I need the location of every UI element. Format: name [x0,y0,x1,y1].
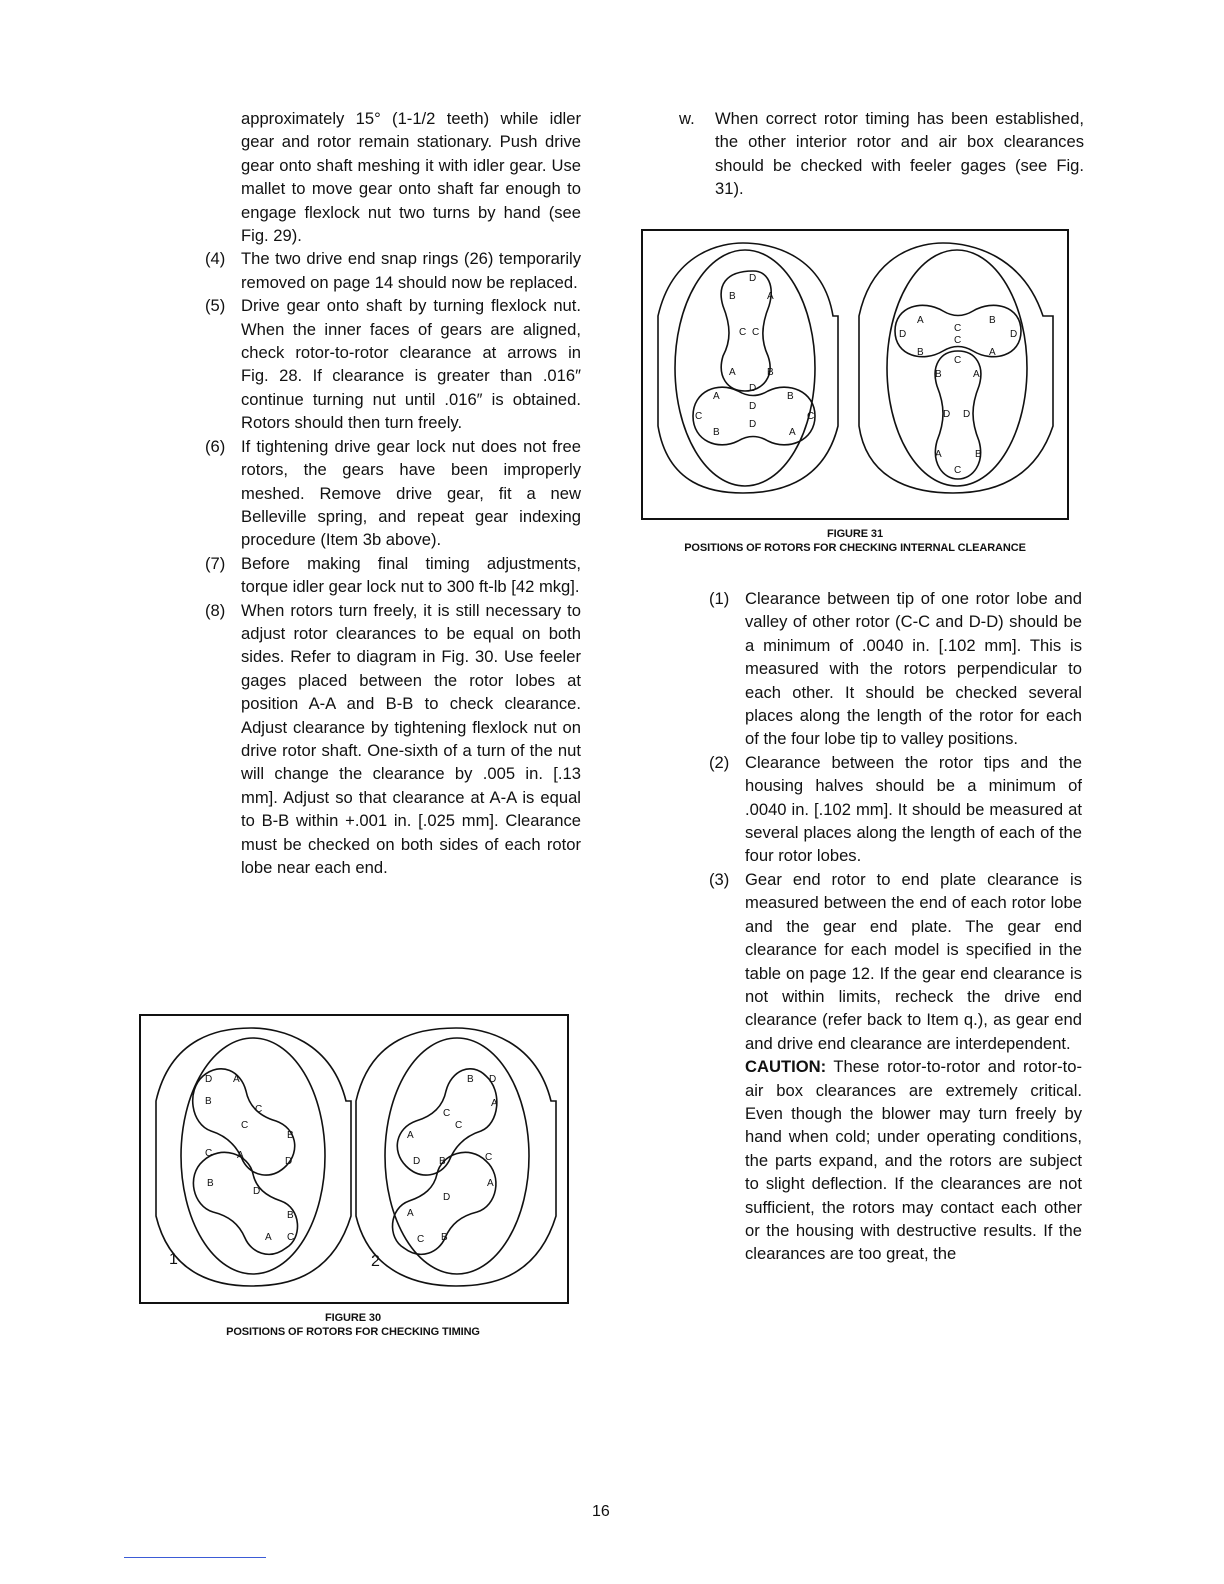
fig31-label: C [954,465,962,476]
fig31-label: C [954,323,962,334]
fig31-label: C [954,335,962,346]
fig31-label: A [713,391,720,402]
fig30-label: C [287,1232,295,1243]
fig31-label: A [935,449,942,460]
caption-title: FIGURE 30 [325,1312,381,1324]
fig30-label: B [439,1156,446,1167]
fig30-label: C [255,1104,263,1115]
fig31-label: C [739,327,747,338]
list-item [205,294,581,434]
fig31-label: D [749,383,757,394]
fig30-label: B [205,1096,212,1107]
fig30-label: C [443,1108,451,1119]
item-text: The two drive end snap rings (26) temporarily removed on page 14 should now be replaced. [241,249,581,292]
list-item-w [679,107,1084,201]
caption-description: POSITIONS OF ROTORS FOR CHECKING INTERNAL CLEARANCE [684,542,1026,554]
fig30-label: A [237,1150,244,1161]
item-number: (3) [709,869,730,889]
fig31-label: A [989,347,996,358]
fig30-label: B [441,1232,448,1243]
fig30-label: D [205,1074,213,1085]
fig30-label: B [287,1210,294,1221]
item-text: Clearance between tip of one rotor lobe and valley of other rotor (C-C and D-D) should be a minimum of .0040 in. [.102 mm]. This is measured with the rotors perpendicular to each other. It should be checked several places along the length of the rotor for each of the four lobe tip to valley positions. [745,589,1082,749]
fig30-label: D [443,1192,451,1203]
list-item [709,587,1082,751]
fig31-label: B [713,427,720,438]
item-text: When correct rotor timing has been established, the other interior rotor and air box clearances should be checked with feeler gages (see Fig. 31). [715,109,1084,199]
item-number: (8) [205,600,226,620]
fig30-label: B [287,1130,294,1141]
fig31-label: C [695,411,703,422]
caution-label: CAUTION: [745,1057,827,1077]
fig31-label: D [749,273,757,284]
right-column-list [709,587,1082,1266]
fig31-label: A [917,315,924,326]
fig30-label: A [487,1178,494,1189]
fig31-label: B [767,367,774,378]
item-text: If tightening drive gear lock nut does not free rotors, the gears have been improperly meshed. Remove drive gear, fit a new Belleville spring, and repeat gear indexing procedure (Item 3b above). [241,436,581,550]
list-item [205,247,581,294]
right-column-top [679,107,1084,201]
item-text: When rotors turn freely, it is still necessary to adjust rotor clearances to be equal on both sides. Refer to diagram in Fig. 30. Use feeler gages placed between the rotor lobes at position A-A and B-B to check clearance. Adjust clearance by tightening flexlock nut on drive rotor shaft. One-sixth of a turn of the nut will change the clearance by .005 in. [.13 mm]. Adjust so that clearance at A-A is equal to B-B within +.001 in. [.025 mm]. Clearance must be checked on both sides of each rotor lobe near each end. [241,600,581,877]
fig30-label: A [407,1208,414,1219]
fig31-label: D [1010,329,1018,340]
figure-30-diagram [139,1014,569,1304]
footer-rule [124,1557,266,1558]
figure-30-caption [139,1311,567,1339]
fig30-label: C [485,1152,493,1163]
figure-30-svg [141,1016,567,1302]
fig30-label: C [417,1234,425,1245]
fig31-label: B [787,391,794,402]
left-column [205,107,581,879]
fig31-label: B [989,315,996,326]
fig31-label: D [749,401,757,412]
fig30-label: A [407,1130,414,1141]
rotor-position-2-label: 2 [371,1253,380,1270]
fig31-label: A [767,291,774,302]
caption-title: FIGURE 31 [827,528,883,540]
fig30-label: C [205,1148,213,1159]
caption-description: POSITIONS OF ROTORS FOR CHECKING TIMING [226,1326,480,1338]
fig31-label: B [729,291,736,302]
fig31-label: A [973,369,980,380]
list-item [709,868,1082,1266]
page-number: 16 [592,1503,610,1520]
caution-paragraph [745,1055,1082,1266]
fig30-label: D [285,1156,293,1167]
fig30-label: D [489,1074,497,1085]
list-item [205,552,581,599]
figure-31-svg [643,231,1067,518]
figure-31-diagram [641,229,1069,520]
item-text: Clearance between the rotor tips and the housing halves should be a minimum of .0040 in. [.102 mm]. It should be measured at several places along the length of each of the four rotor lobes. [745,752,1082,866]
list-item [205,435,581,552]
item-letter: w. [679,109,695,128]
fig31-label: A [729,367,736,378]
fig31-label: D [943,409,951,420]
fig30-label: B [467,1074,474,1085]
fig31-label: B [917,347,924,358]
list-item [205,599,581,880]
item-number: (7) [205,553,226,573]
item-number: (4) [205,249,226,269]
item-text: Drive gear onto shaft by turning flexlock nut. When the inner faces of gears are aligned, check rotor-to-rotor clearance at arrows in Fig. 28. If clearance is greater than .016″ continue turning nut until .016″ is obtained. Rotors should then turn freely. [241,296,581,433]
item-number: (2) [709,752,730,772]
fig30-label: C [241,1120,249,1131]
list-item [709,751,1082,868]
continuation-paragraph: approximately 15° (1-1/2 teeth) while idler gear and rotor remain stationary. Push drive gear onto shaft meshing it with idler gear. Use mallet to move gear onto shaft far enough to engage flexlock nut two turns by hand (see Fig. 29). [241,109,581,246]
item-number: (5) [205,296,226,316]
item-text: Before making final timing adjustments, torque idler gear lock nut to 300 ft-lb [42 mkg]. [241,553,581,597]
fig30-label: C [455,1120,463,1131]
item-number: (6) [205,436,226,456]
fig30-label: B [207,1178,214,1189]
fig31-label: C [807,411,815,422]
fig31-label: A [789,427,796,438]
fig30-label: D [253,1186,261,1197]
fig31-label: D [899,329,907,340]
item-text-block [745,868,1082,1266]
item-number: (1) [709,589,730,608]
fig31-label: C [954,355,962,366]
fig31-label: D [749,419,757,430]
fig31-label: B [975,449,982,460]
fig31-label: D [963,409,971,420]
caution-text: These rotor-to-rotor and rotor-to-air box clearances are extremely critical. Even though the blower may turn freely by hand when cold; under operating conditions, the parts expand, and the rotors are subject to slight deflection. If the clearances are not sufficient, the rotors may contact each other or the housing with destructive results. If the clearances are too great, the [745,1057,1083,1264]
figure-31-caption [641,527,1069,555]
fig30-label: A [233,1074,240,1085]
rotor-position-1-label: 1 [169,1251,178,1268]
fig31-label: B [935,369,942,380]
item-text: Gear end rotor to end plate clearance is measured between the end of each rotor lobe and the gear end plate. The gear end clearance for each model is specified in the table on page 12. If the gear end clearance is not within limits, recheck the drive end clearance (refer back to Item q.), as gear end and drive end clearance are interdependent. [745,869,1082,1053]
fig30-label: A [265,1232,272,1243]
fig30-label: A [491,1098,498,1109]
fig31-label: C [752,327,760,338]
fig30-label: D [413,1156,421,1167]
